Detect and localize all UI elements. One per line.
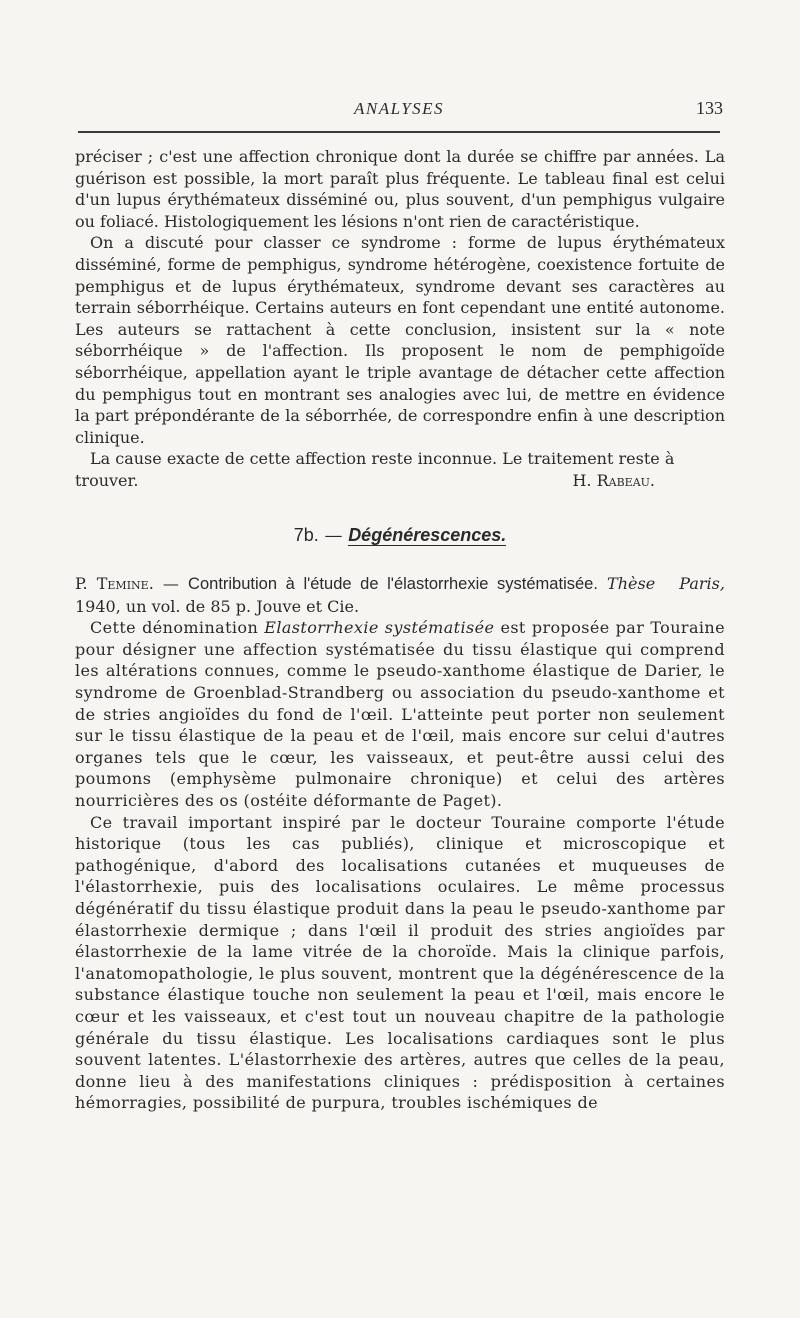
definition-lead: Cette dénomination bbox=[90, 618, 259, 638]
section-dash: — bbox=[324, 524, 343, 546]
definition-term: Elastorrhexie systématisée bbox=[264, 618, 495, 638]
reference-publication: Thèse bbox=[607, 574, 656, 594]
reference-dash: — bbox=[162, 574, 179, 594]
section-title: Dégénérescences. bbox=[348, 524, 507, 545]
page-number: 133 bbox=[696, 98, 723, 118]
header-rule bbox=[78, 131, 720, 133]
signature-line bbox=[75, 470, 725, 492]
paragraph-cause: La cause exacte de cette affection reste inconnue. Le traitement reste à bbox=[90, 449, 675, 469]
reference-title: Contribution à l'étude de l'élastorrhexie systématisée. bbox=[188, 575, 598, 594]
signature-initial: H. bbox=[572, 470, 592, 490]
paragraph-cause-end: trouver. bbox=[75, 470, 139, 490]
section-heading bbox=[75, 525, 725, 547]
paragraph-definition bbox=[75, 617, 725, 811]
reference-author-initial: P. bbox=[75, 574, 88, 594]
reference-details: 1940, un vol. de 85 p. Jouve et Cie. bbox=[75, 596, 360, 616]
running-title: ANALYSES bbox=[353, 99, 445, 118]
reference-entry bbox=[75, 573, 725, 617]
page-body bbox=[75, 146, 725, 1114]
signature-name: Rabeau. bbox=[596, 470, 655, 490]
reference-author-name: Temine. bbox=[96, 574, 154, 594]
definition-text: est proposée par Touraine pour désigner une affection systématisée du tissu élastique qui comprend les altérations connues, comme le pseudo-xanthome élastique de Darier, le syndrome de Groenblad-Strandberg ou association du pseudo-xanthome et de stries angioïdes du fond de l'œil. L'atteinte peut porter non seulement sur le tissu élastique de la peau et de l'œil, mais encore sur celui d'autres organes tels que le cœur, les vaisseaux, et peut-être aussi celui des poumons (emphysème pulmonaire chronique) et celui des artères nourricières des os (ostéite déformante de Paget). bbox=[75, 618, 725, 811]
signature bbox=[572, 470, 725, 492]
reference-place: Paris, bbox=[679, 574, 725, 594]
section-number: 7b. bbox=[293, 524, 319, 545]
paragraph-continuation: préciser ; c'est une affection chronique dont la durée se chiffre par années. La guérison est possible, la mort paraît plus fréquente. Le tableau final est celui d'un lupus érythémateux disséminé ou, plus souvent, d'un pemphigus vulgaire ou foliacé. Histologiquement les lésions n'ont rien de caractéristique. bbox=[75, 147, 725, 231]
paragraph-classification: On a discuté pour classer ce syndrome : forme de lupus érythémateux disséminé, forme de pemphigus, syndrome hétérogène, coexistence fortuite de pemphigus et de lupus érythémateux, syndrome devant ses caractères au terrain séborrhéique. Certains auteurs en font cependant une entité autonome. Les auteurs se rattachent à cette conclusion, insistent sur la « note séborrhéique » de l'affection. Ils proposent le nom de pemphigoïde séborrhéique, appellation ayant le triple avantage de détacher cette affection du pemphigus tout en montrant ses analogies avec lui, de mettre en évidence la part prépondérante de la séborrhée, de correspondre enfin à une description clinique. bbox=[75, 233, 725, 447]
running-head bbox=[75, 96, 723, 120]
paragraph-study: Ce travail important inspiré par le docteur Touraine comporte l'étude historique (tous les cas publiés), clinique et microscopique et pathogénique, d'abord des localisations cutanées et muqueuses de l'élastorrhexie, puis des localisations oculaires. Le même processus dégénératif du tissu élastique produit dans la peau le pseudo-xanthome par élastorrhexie dermique ; dans l'œil il produit des stries angioïdes par élastorrhexie de la lame vitrée de la choroïde. Mais la clinique parfois, l'anatomopathologie, le plus souvent, montrent que la dégénérescence de la substance élastique touche non seulement la peau et l'œil, mais encore le cœur et les vaisseaux, et c'est tout un nouveau chapitre de la pathologie générale du tissu élastique. Les localisations cardiaques sont le plus souvent latentes. L'élastorrhexie des artères, autres que celles de la peau, donne lieu à des manifestations cliniques : prédisposition à certaines hémorragies, possibilité de purpura, troubles ischémiques de bbox=[75, 812, 725, 1113]
